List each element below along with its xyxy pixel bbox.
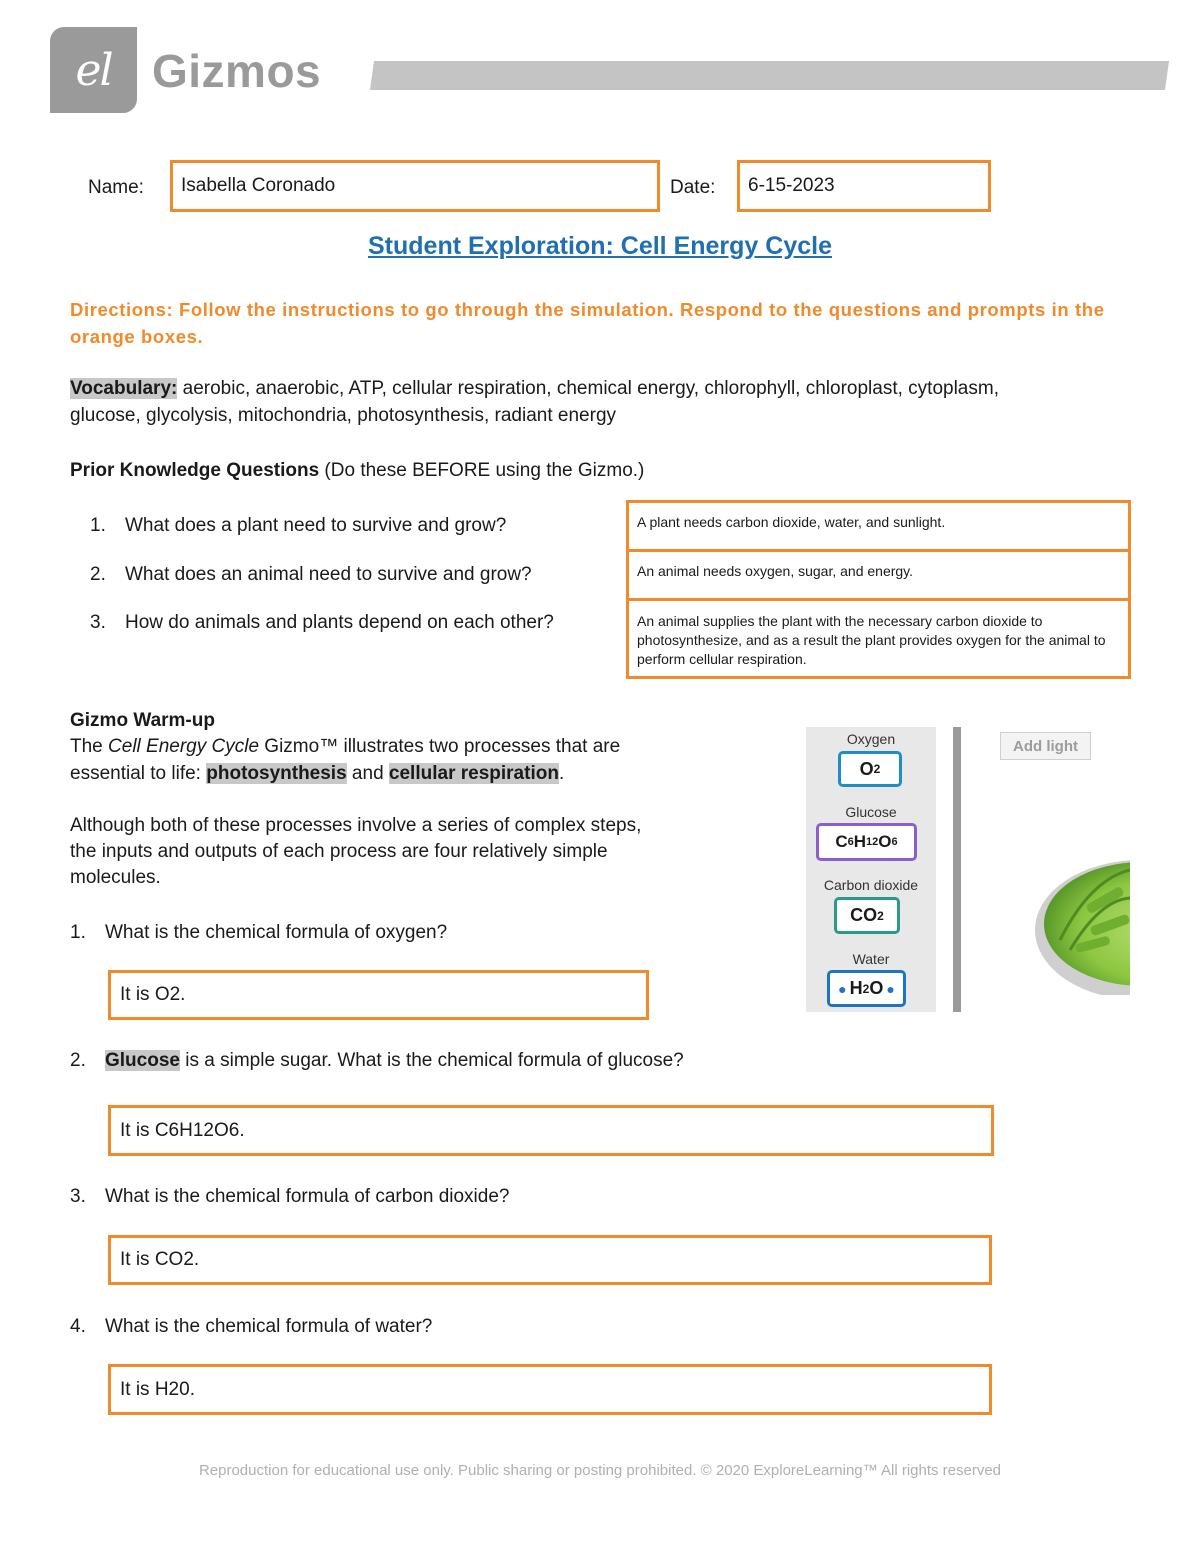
- carbon-dioxide-label: Carbon dioxide: [823, 877, 919, 893]
- formula-subscript: 6: [847, 836, 854, 848]
- date-label: Date:: [670, 177, 716, 198]
- term-cellular-respiration: cellular respiration: [388, 763, 559, 784]
- formula-subscript: 2: [862, 981, 870, 996]
- warmup-paragraph-2: [70, 813, 770, 891]
- warmup-text: .: [558, 763, 565, 784]
- formula-text: O: [859, 758, 874, 779]
- oxygen-molecule-button[interactable]: [838, 751, 902, 787]
- formula-text: H: [853, 832, 867, 851]
- warmup-text: Gizmo™ illustrates two processes that are: [259, 736, 621, 757]
- formula-subscript: 6: [891, 836, 898, 848]
- pk-answer-1[interactable]: A plant needs carbon dioxide, water, and sunlight.: [626, 500, 1131, 552]
- warmup-text: essential to life:: [70, 763, 207, 784]
- formula-text: H: [849, 978, 863, 998]
- warmup-answer-3[interactable]: It is CO2.: [108, 1235, 992, 1285]
- header-bar: [370, 61, 1169, 90]
- warmup-text: molecules.: [70, 867, 161, 888]
- prior-knowledge-heading: Prior Knowledge Questions: [70, 460, 320, 481]
- warmup-text: The: [70, 736, 109, 757]
- question-text: is a simple sugar. What is the chemical formula of glucose?: [179, 1050, 684, 1071]
- formula-text: C: [835, 832, 848, 851]
- name-label: Name:: [88, 177, 144, 198]
- pk-question-3-number: 3.: [90, 612, 106, 633]
- droplet-icon: ●: [886, 980, 895, 997]
- glucose-molecule-button[interactable]: [816, 823, 917, 861]
- warmup-question-3: What is the chemical formula of carbon dioxide?: [105, 1186, 510, 1207]
- directions-text: Directions: Follow the instructions to go through the simulation. Respond to the questions and prompts in the orange boxes.: [70, 299, 1105, 347]
- warmup-question-2-number: 2.: [70, 1050, 86, 1071]
- page-title: Student Exploration: Cell Energy Cycle: [368, 232, 832, 260]
- gizmos-logo-text: Gizmos: [152, 45, 322, 97]
- pk-answer-2[interactable]: An animal needs oxygen, sugar, and energy.: [626, 549, 1131, 601]
- pk-question-1-number: 1.: [90, 515, 106, 536]
- warmup-question-2: [105, 1047, 684, 1074]
- formula-text: O: [869, 978, 884, 998]
- name-field[interactable]: Isabella Coronado: [170, 160, 660, 212]
- date-field[interactable]: 6-15-2023: [737, 160, 991, 212]
- add-light-button[interactable]: Add light: [1000, 732, 1091, 760]
- warmup-question-4-number: 4.: [70, 1316, 86, 1337]
- panel-divider: [953, 727, 961, 1012]
- carbon-dioxide-molecule-button[interactable]: [834, 897, 900, 934]
- warmup-answer-4[interactable]: It is H20.: [108, 1364, 992, 1415]
- gizmos-logo-mark: el: [50, 27, 137, 113]
- formula-subscript: 12: [866, 836, 879, 848]
- prior-knowledge-heading-row: [70, 457, 644, 484]
- chloroplast-image: [1030, 820, 1130, 995]
- prior-knowledge-note: (Do these BEFORE using the Gizmo.): [319, 460, 645, 481]
- pk-answer-3[interactable]: An animal supplies the plant with the necessary carbon dioxide to photosynthesize, and as a result the plant provides oxygen for the animal to perform cellular respiration.: [626, 598, 1131, 679]
- vocabulary: [70, 375, 1150, 429]
- term-glucose: Glucose: [105, 1050, 180, 1071]
- droplet-icon: ●: [838, 980, 847, 997]
- vocabulary-line-1: aerobic, anaerobic, ATP, cellular respiration, chemical energy, chlorophyll, chloroplast, cytoplasm,: [177, 378, 999, 399]
- term-photosynthesis: photosynthesis: [206, 763, 347, 784]
- pk-question-1: What does a plant need to survive and grow?: [125, 515, 507, 536]
- pk-question-3: How do animals and plants depend on each other?: [125, 612, 554, 633]
- pk-question-2-number: 2.: [90, 564, 106, 585]
- formula-text: CO: [850, 905, 878, 925]
- formula-subscript: 2: [873, 762, 881, 776]
- water-label: Water: [852, 951, 890, 967]
- water-molecule-button[interactable]: [827, 970, 906, 1007]
- warmup-question-1-number: 1.: [70, 922, 86, 943]
- vocabulary-line-2: glucose, glycolysis, mitochondria, photosynthesis, radiant energy: [70, 405, 617, 426]
- warmup-answer-2[interactable]: It is C6H12O6.: [108, 1105, 994, 1156]
- warmup-heading: Gizmo Warm-up: [70, 710, 215, 731]
- formula-text: O: [878, 832, 892, 851]
- warmup-text: the inputs and outputs of each process are four relatively simple: [70, 841, 608, 862]
- glucose-label: Glucose: [845, 804, 897, 820]
- footer-copyright: Reproduction for educational use only. Public sharing or posting prohibited. © 2020 ExploreLearning™ All rights reserved: [198, 1462, 1002, 1479]
- warmup-question-1: What is the chemical formula of oxygen?: [105, 922, 448, 943]
- warmup-answer-1[interactable]: It is O2.: [108, 970, 649, 1020]
- gizmo-name: Cell Energy Cycle: [108, 736, 260, 757]
- vocabulary-label: Vocabulary:: [70, 378, 178, 399]
- warmup-question-3-number: 3.: [70, 1186, 86, 1207]
- oxygen-label: Oxygen: [846, 731, 896, 747]
- pk-question-2: What does an animal need to survive and grow?: [125, 564, 532, 585]
- formula-subscript: 2: [877, 908, 884, 923]
- warmup-text: Although both of these processes involve a series of complex steps,: [70, 815, 642, 836]
- warmup-question-4: What is the chemical formula of water?: [105, 1316, 433, 1337]
- warmup-text: and: [346, 763, 389, 784]
- warmup-paragraph-1: [70, 733, 770, 787]
